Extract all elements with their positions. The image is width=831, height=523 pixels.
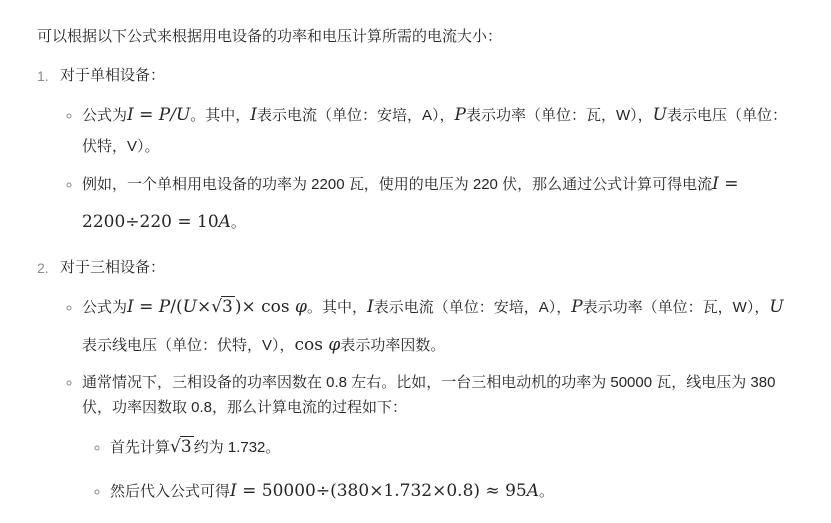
radical-sign: √ <box>170 437 181 457</box>
math-var-phi: φ <box>295 297 307 317</box>
math-var-current: I <box>712 174 719 194</box>
intro-paragraph: 可以根据以下公式来根据用电设备的功率和电压计算所需的电流大小： <box>37 28 503 45</box>
text-run: 。 <box>538 483 554 500</box>
text-run: 表示功率（单位：瓦，W）， <box>582 299 770 316</box>
bullet-step-sqrt <box>110 428 795 466</box>
math-cos: cos <box>294 335 329 355</box>
text-run: 表示电流（单位：安培，A）， <box>373 299 572 316</box>
math-var-voltage: U <box>769 297 784 317</box>
bullet-formula-single-phase <box>82 96 795 159</box>
text-run: 表示功率（单位：瓦，W）， <box>465 107 653 124</box>
math-unit-ampere: A <box>526 481 539 501</box>
math-expression: = 50000÷(380×1.732×0.8) ≈ 95 <box>236 481 527 501</box>
bullet-formula-three-phase <box>82 288 795 364</box>
math-unit-ampere: A <box>218 212 231 232</box>
list-item-title: 对于单相设备： <box>60 67 166 84</box>
radicand: 3 <box>180 437 192 457</box>
math-var-current: I <box>366 297 374 317</box>
ordered-list <box>37 63 795 510</box>
math-operator: )× <box>234 297 262 317</box>
nested-bullet-list <box>82 428 795 510</box>
math-operator: = <box>133 297 159 317</box>
math-operator: /( <box>170 297 183 317</box>
text-run: 公式为 <box>82 107 128 124</box>
list-item-title: 对于三相设备： <box>60 259 166 276</box>
bullet-list <box>60 96 795 241</box>
text-run: 表示电压（单位：伏特，V）。 <box>82 107 787 155</box>
text-run: 通常情况下，三相设备的功率因数在 0.8 左右。比如，一台三相电动机的功率为 50000 瓦，线电压为 380 伏，功率因数取 0.8，那么计算电流的过程如下： <box>82 374 776 416</box>
text-run: 。 <box>230 214 246 231</box>
math-cos: cos <box>261 297 296 317</box>
math-var-power: P <box>158 297 171 317</box>
math-operator: × <box>196 297 212 317</box>
text-run: 约为 1.732。 <box>193 439 281 456</box>
text-run: 表示功率因数。 <box>340 337 446 354</box>
list-item-single-phase <box>37 63 795 241</box>
math-expression: = 2200÷220 = 10 <box>82 174 739 232</box>
bullet-example-single-phase <box>82 165 795 241</box>
bullet-step-result <box>110 472 795 510</box>
text-run: 例如，一个单相用电设备的功率为 2200 瓦，使用的电压为 220 伏，那么通过公式计算可得电流 <box>82 176 713 193</box>
math-var-power: P <box>454 105 466 125</box>
bullet-example-three-phase <box>82 370 795 510</box>
radical-sign: √ <box>211 297 223 317</box>
math-formula: I = P/U <box>127 105 191 125</box>
math-var-current: I <box>230 481 237 501</box>
text-run: 。其中， <box>190 107 251 124</box>
math-var-phi: φ <box>328 335 341 355</box>
text-run: 表示线电压（单位：伏特，V）， <box>82 337 295 354</box>
math-var-power: P <box>571 297 583 317</box>
text-run: 。其中， <box>306 299 367 316</box>
radicand: 3 <box>222 297 233 317</box>
list-number: 2. <box>37 260 49 276</box>
bullet-list <box>60 288 795 510</box>
list-number: 1. <box>37 68 49 84</box>
text-run: 首先计算 <box>110 439 171 456</box>
list-item-three-phase <box>37 255 795 510</box>
math-var-voltage: U <box>652 105 667 125</box>
math-var-current: I <box>250 105 258 125</box>
math-var-current: I <box>127 297 134 317</box>
text-run: 表示电流（单位：安培，A）， <box>257 107 455 124</box>
math-var-voltage: U <box>182 297 197 317</box>
text-run: 然后代入公式可得 <box>110 483 231 500</box>
text-run: 公式为 <box>82 299 128 316</box>
